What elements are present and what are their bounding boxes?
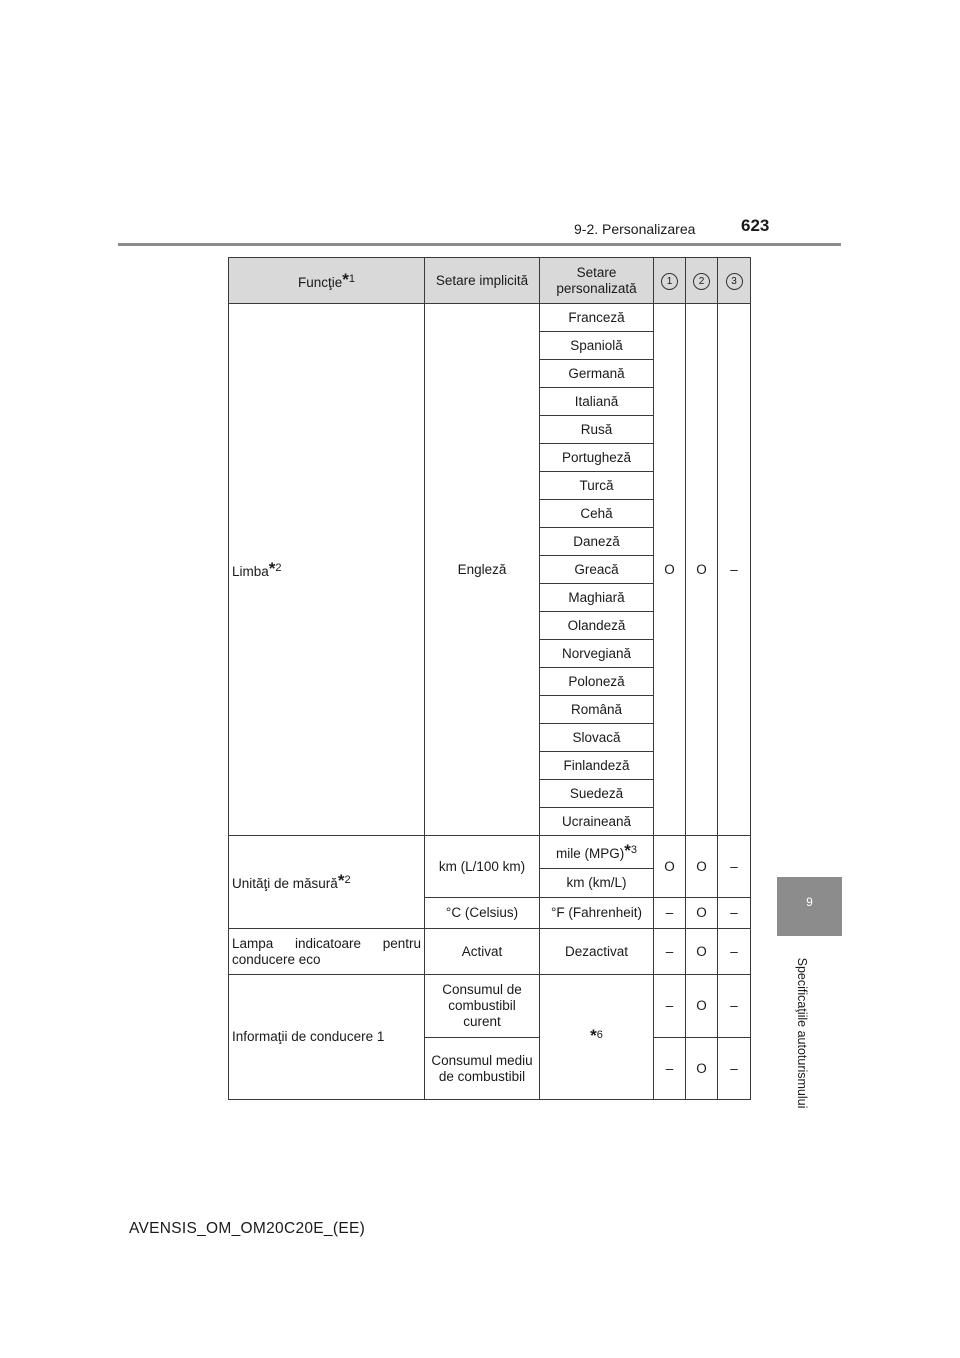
circled-2-icon: 2 bbox=[693, 273, 710, 290]
units-option-kml: km (km/L) bbox=[540, 869, 654, 898]
header-divider bbox=[118, 243, 841, 246]
units-col-3: – bbox=[718, 836, 751, 898]
language-option: Norvegiană bbox=[540, 640, 654, 668]
temp-col-2: O bbox=[686, 898, 718, 929]
language-option: Slovacă bbox=[540, 724, 654, 752]
language-option: Germană bbox=[540, 360, 654, 388]
table-row bbox=[229, 929, 751, 975]
temp-custom-cell: °F (Fahrenheit) bbox=[540, 898, 654, 929]
table-row bbox=[229, 836, 751, 869]
language-option: Poloneză bbox=[540, 668, 654, 696]
eco-col-2: O bbox=[686, 929, 718, 975]
units-col-1: O bbox=[654, 836, 686, 898]
drive-info-default-1: Consumul de combustibil curent bbox=[425, 975, 540, 1038]
units-option-mpg: mile (MPG)$^{*3}$ bbox=[540, 836, 654, 869]
drive-info-r1-col-3: – bbox=[718, 975, 751, 1038]
eco-col-3: – bbox=[718, 929, 751, 975]
customization-table bbox=[228, 257, 751, 1100]
language-option: Cehă bbox=[540, 500, 654, 528]
chapter-tab bbox=[777, 877, 842, 936]
language-option: Finlandeză bbox=[540, 752, 654, 780]
drive-info-r2-col-3: – bbox=[718, 1038, 751, 1100]
drive-info-r1-col-2: O bbox=[686, 975, 718, 1038]
table-row bbox=[229, 304, 751, 332]
language-option: Română bbox=[540, 696, 654, 724]
language-option: Greacă bbox=[540, 556, 654, 584]
eco-custom-cell: Dezactivat bbox=[540, 929, 654, 975]
temp-col-3: – bbox=[718, 898, 751, 929]
chapter-title: Specificaţiile autoturismului bbox=[795, 957, 809, 1108]
circled-1-icon: 1 bbox=[661, 273, 678, 290]
language-col-2: O bbox=[686, 304, 718, 836]
language-option: Italiană bbox=[540, 388, 654, 416]
language-option: Olandeză bbox=[540, 612, 654, 640]
language-default-cell: Engleză bbox=[425, 304, 540, 836]
units-function-cell: Unităţi de măsură$^{*2}$ bbox=[229, 836, 425, 929]
header-function: Funcţie$^{*1}$ bbox=[229, 258, 425, 304]
language-option: Turcă bbox=[540, 472, 654, 500]
table-header-row bbox=[229, 258, 751, 304]
language-option: Ucraineană bbox=[540, 808, 654, 836]
drive-info-r2-col-2: O bbox=[686, 1038, 718, 1100]
table-row bbox=[229, 975, 751, 1038]
header-default-setting: Setare implicită bbox=[425, 258, 540, 304]
drive-info-default-2: Consumul mediu de combustibil bbox=[425, 1038, 540, 1100]
temp-col-1: – bbox=[654, 898, 686, 929]
eco-default-cell: Activat bbox=[425, 929, 540, 975]
drive-info-r2-col-1: – bbox=[654, 1038, 686, 1100]
language-option: Spaniolă bbox=[540, 332, 654, 360]
language-option: Rusă bbox=[540, 416, 654, 444]
language-option: Franceză bbox=[540, 304, 654, 332]
language-col-3: – bbox=[718, 304, 751, 836]
header-col-3 bbox=[718, 258, 751, 304]
language-col-1: O bbox=[654, 304, 686, 836]
units-default-cell: km (L/100 km) bbox=[425, 836, 540, 898]
eco-col-1: – bbox=[654, 929, 686, 975]
circled-3-icon: 3 bbox=[726, 273, 743, 290]
language-option: Suedeză bbox=[540, 780, 654, 808]
page-number: 623 bbox=[741, 216, 770, 235]
language-option: Maghiară bbox=[540, 584, 654, 612]
chapter-number: 9 bbox=[806, 895, 813, 909]
language-option: Portugheză bbox=[540, 444, 654, 472]
drive-info-r1-col-1: – bbox=[654, 975, 686, 1038]
section-title: 9-2. Personalizarea bbox=[574, 221, 696, 237]
document-code: AVENSIS_OM_OM20C20E_(EE) bbox=[129, 1220, 366, 1237]
language-option: Daneză bbox=[540, 528, 654, 556]
chapter-side-label bbox=[794, 945, 810, 1120]
header-custom-setting: Setare personalizată bbox=[540, 258, 654, 304]
header-col-1 bbox=[654, 258, 686, 304]
temp-default-cell: °C (Celsius) bbox=[425, 898, 540, 929]
language-function-cell: Limba$^{*2}$ bbox=[229, 304, 425, 836]
drive-info-custom-cell: *6 bbox=[540, 975, 654, 1100]
units-col-2: O bbox=[686, 836, 718, 898]
drive-info-function-cell: Informaţii de conducere 1 bbox=[229, 975, 425, 1100]
header-col-2 bbox=[686, 258, 718, 304]
eco-function-cell: Lampa indicatoare pentru conducere eco bbox=[229, 929, 425, 975]
